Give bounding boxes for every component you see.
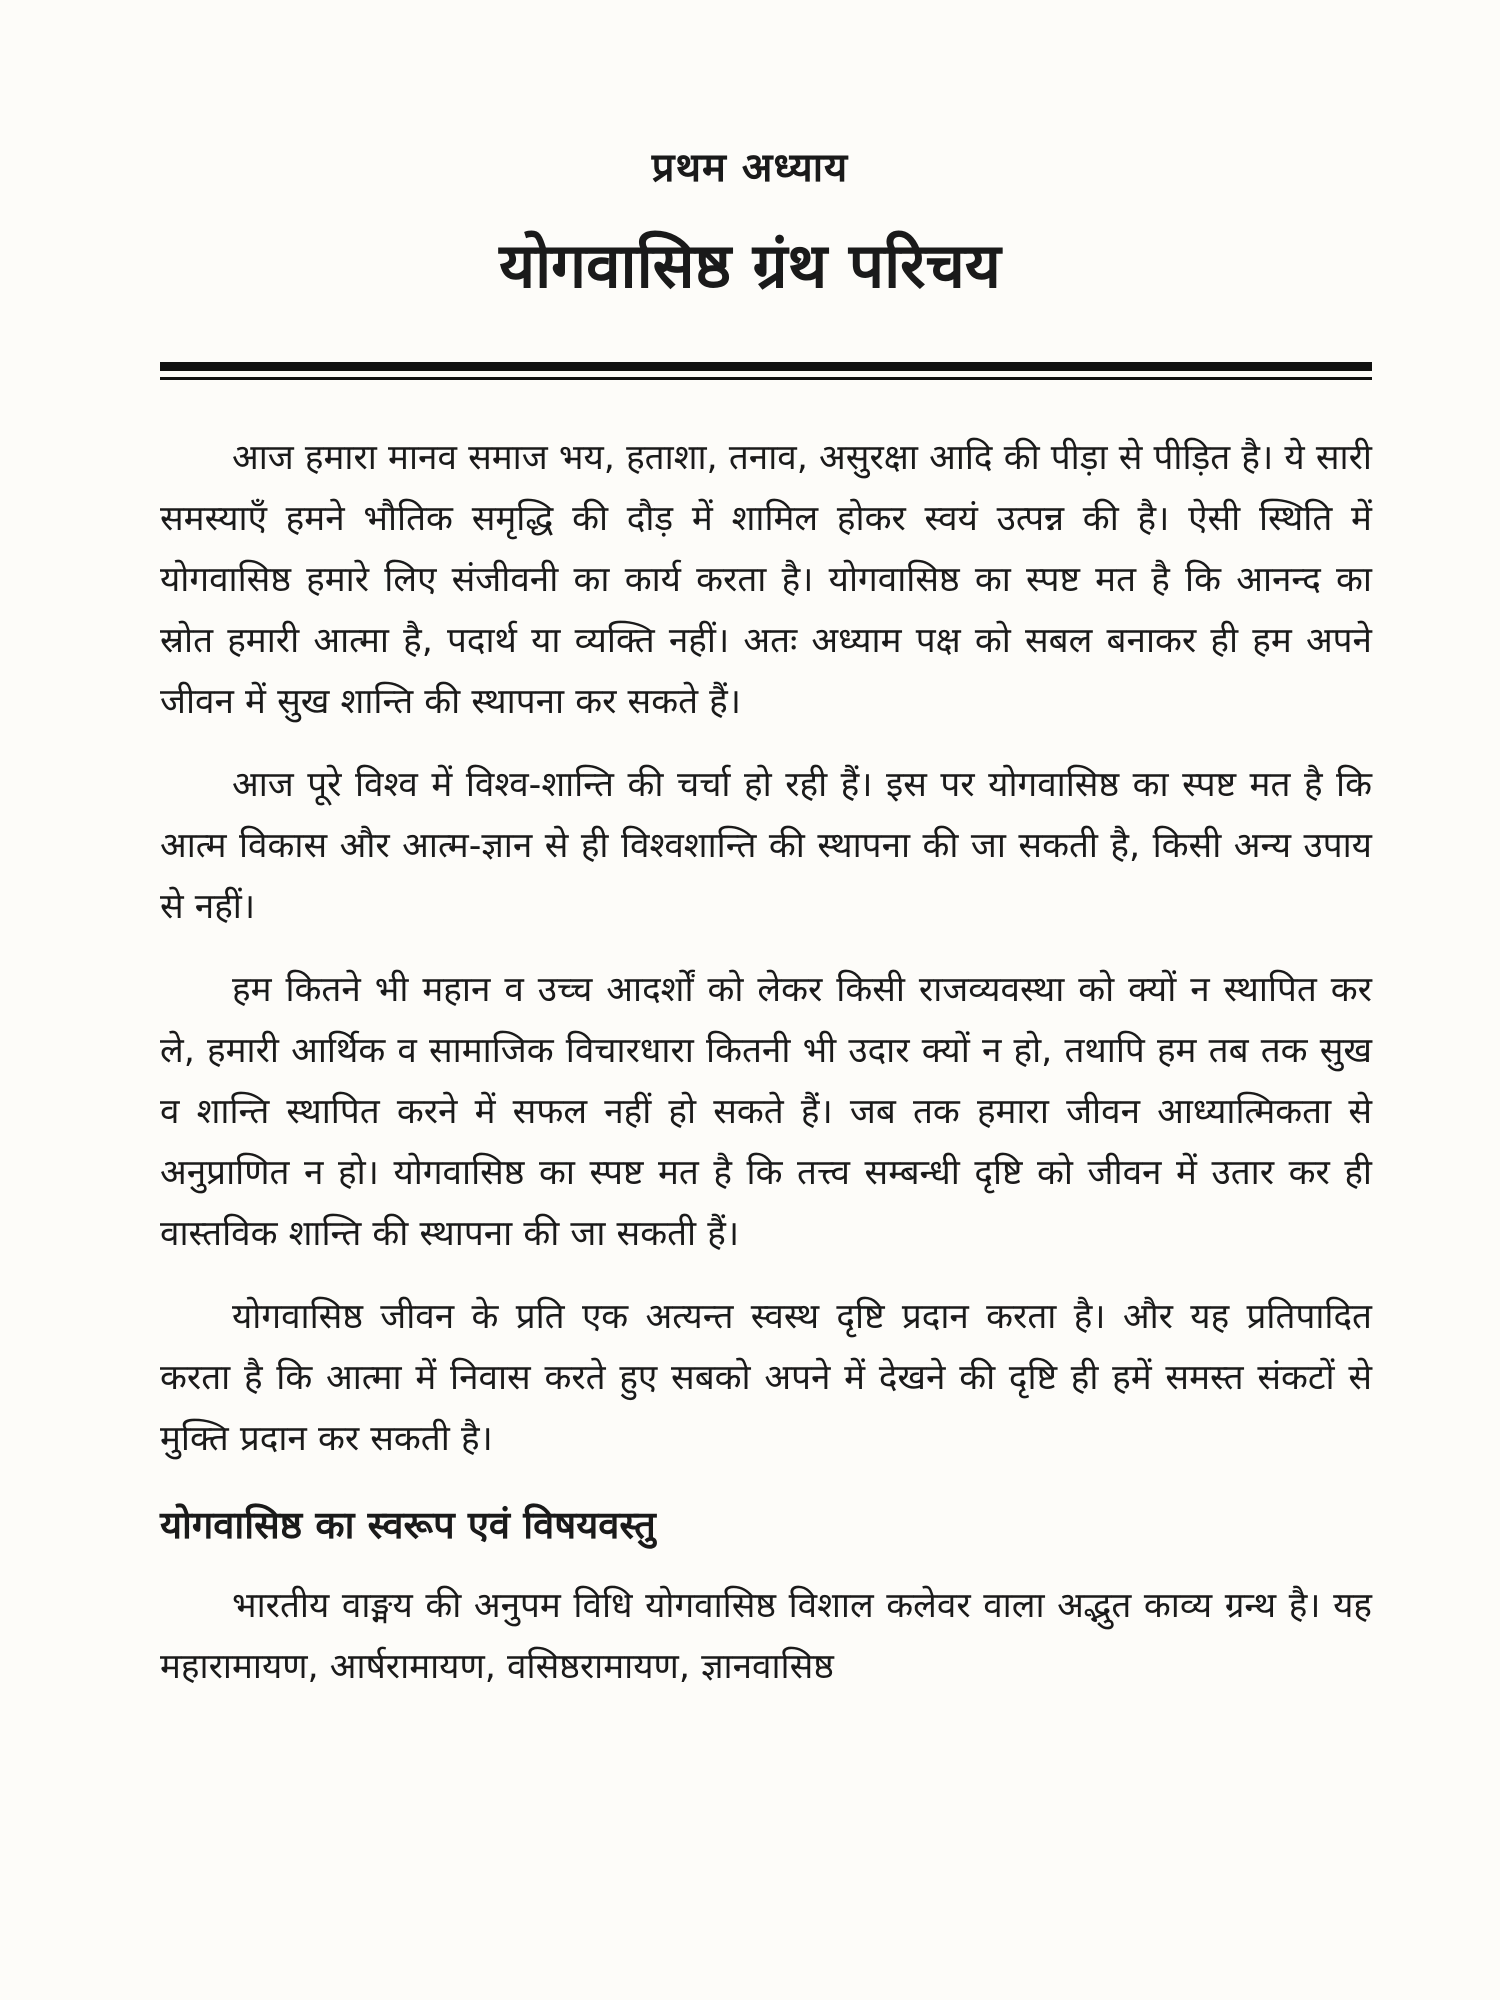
section-paragraph: भारतीय वाङ्मय की अनुपम विधि योगवासिष्ठ विशाल कलेवर वाला अद्भुत काव्य ग्रन्थ है। यह महारामायण, आर्षरामायण, वसिष्ठरामायण, ज्ञानवासिष्ठ xyxy=(160,1586,1372,1687)
paragraph-3: हम कितने भी महान व उच्च आदर्शों को लेकर किसी राजव्यवस्था को क्यों न स्थापित कर ले, हमारी आर्थिक व सामाजिक विचारधारा कितनी भी उदार क्यों न हो, तथापि हम तब तक सुख व शान्ति स्थापित करने में सफल नहीं हो सकते हैं। जब तक हमारा जीवन आध्यात्मिकता से अनुप्राणित न हो। योगवासिष्ठ का स्पष्ट मत है कि तत्त्व सम्बन्धी दृष्टि को जीवन में उतार कर ही वास्तविक शान्ति की स्थापना की जा सकती हैं। xyxy=(160,970,1372,1254)
paragraph-2: आज पूरे विश्व में विश्व-शान्ति की चर्चा हो रही हैं। इस पर योगवासिष्ठ का स्पष्ट मत है कि आत्म विकास और आत्म-ज्ञान से ही विश्वशान्ति की स्थापना की जा सकती है, किसी अन्य उपाय से नहीं। xyxy=(160,765,1372,927)
title-rule-thick xyxy=(160,362,1372,371)
paragraph-4: योगवासिष्ठ जीवन के प्रति एक अत्यन्त स्वस्थ दृष्टि प्रदान करता है। और यह प्रतिपादित करता है कि आत्मा में निवास करते हुए सबको अपने में देखने की दृष्टि ही हमें समस्त संकटों से मुक्ति प्रदान कर सकती है। xyxy=(160,1297,1372,1459)
chapter-title: योगवासिष्ठ ग्रंथ परिचय xyxy=(499,229,1001,302)
chapter-label: प्रथम अध्याय xyxy=(651,145,849,191)
title-rule-thin xyxy=(160,377,1372,380)
page-body xyxy=(160,428,1372,1720)
section-heading: योगवासिष्ठ का स्वरूप एवं विषयवस्तु xyxy=(160,1503,656,1547)
paragraph-1: आज हमारा मानव समाज भय, हताशा, तनाव, असुरक्षा आदि की पीड़ा से पीड़ित है। ये सारी समस्याएँ हमने भौतिक समृद्धि की दौड़ में शामिल होकर स्वयं उत्पन्न की है। ऐसी स्थिति में योगवासिष्ठ हमारे लिए संजीवनी का कार्य करता है। योगवासिष्ठ का स्पष्ट मत है कि आनन्द का स्रोत हमारी आत्मा है, पदार्थ या व्यक्ति नहीं। अतः अध्याम पक्ष को सबल बनाकर ही हम अपने जीवन में सुख शान्ति की स्थापना कर सकते हैं। xyxy=(160,438,1372,722)
